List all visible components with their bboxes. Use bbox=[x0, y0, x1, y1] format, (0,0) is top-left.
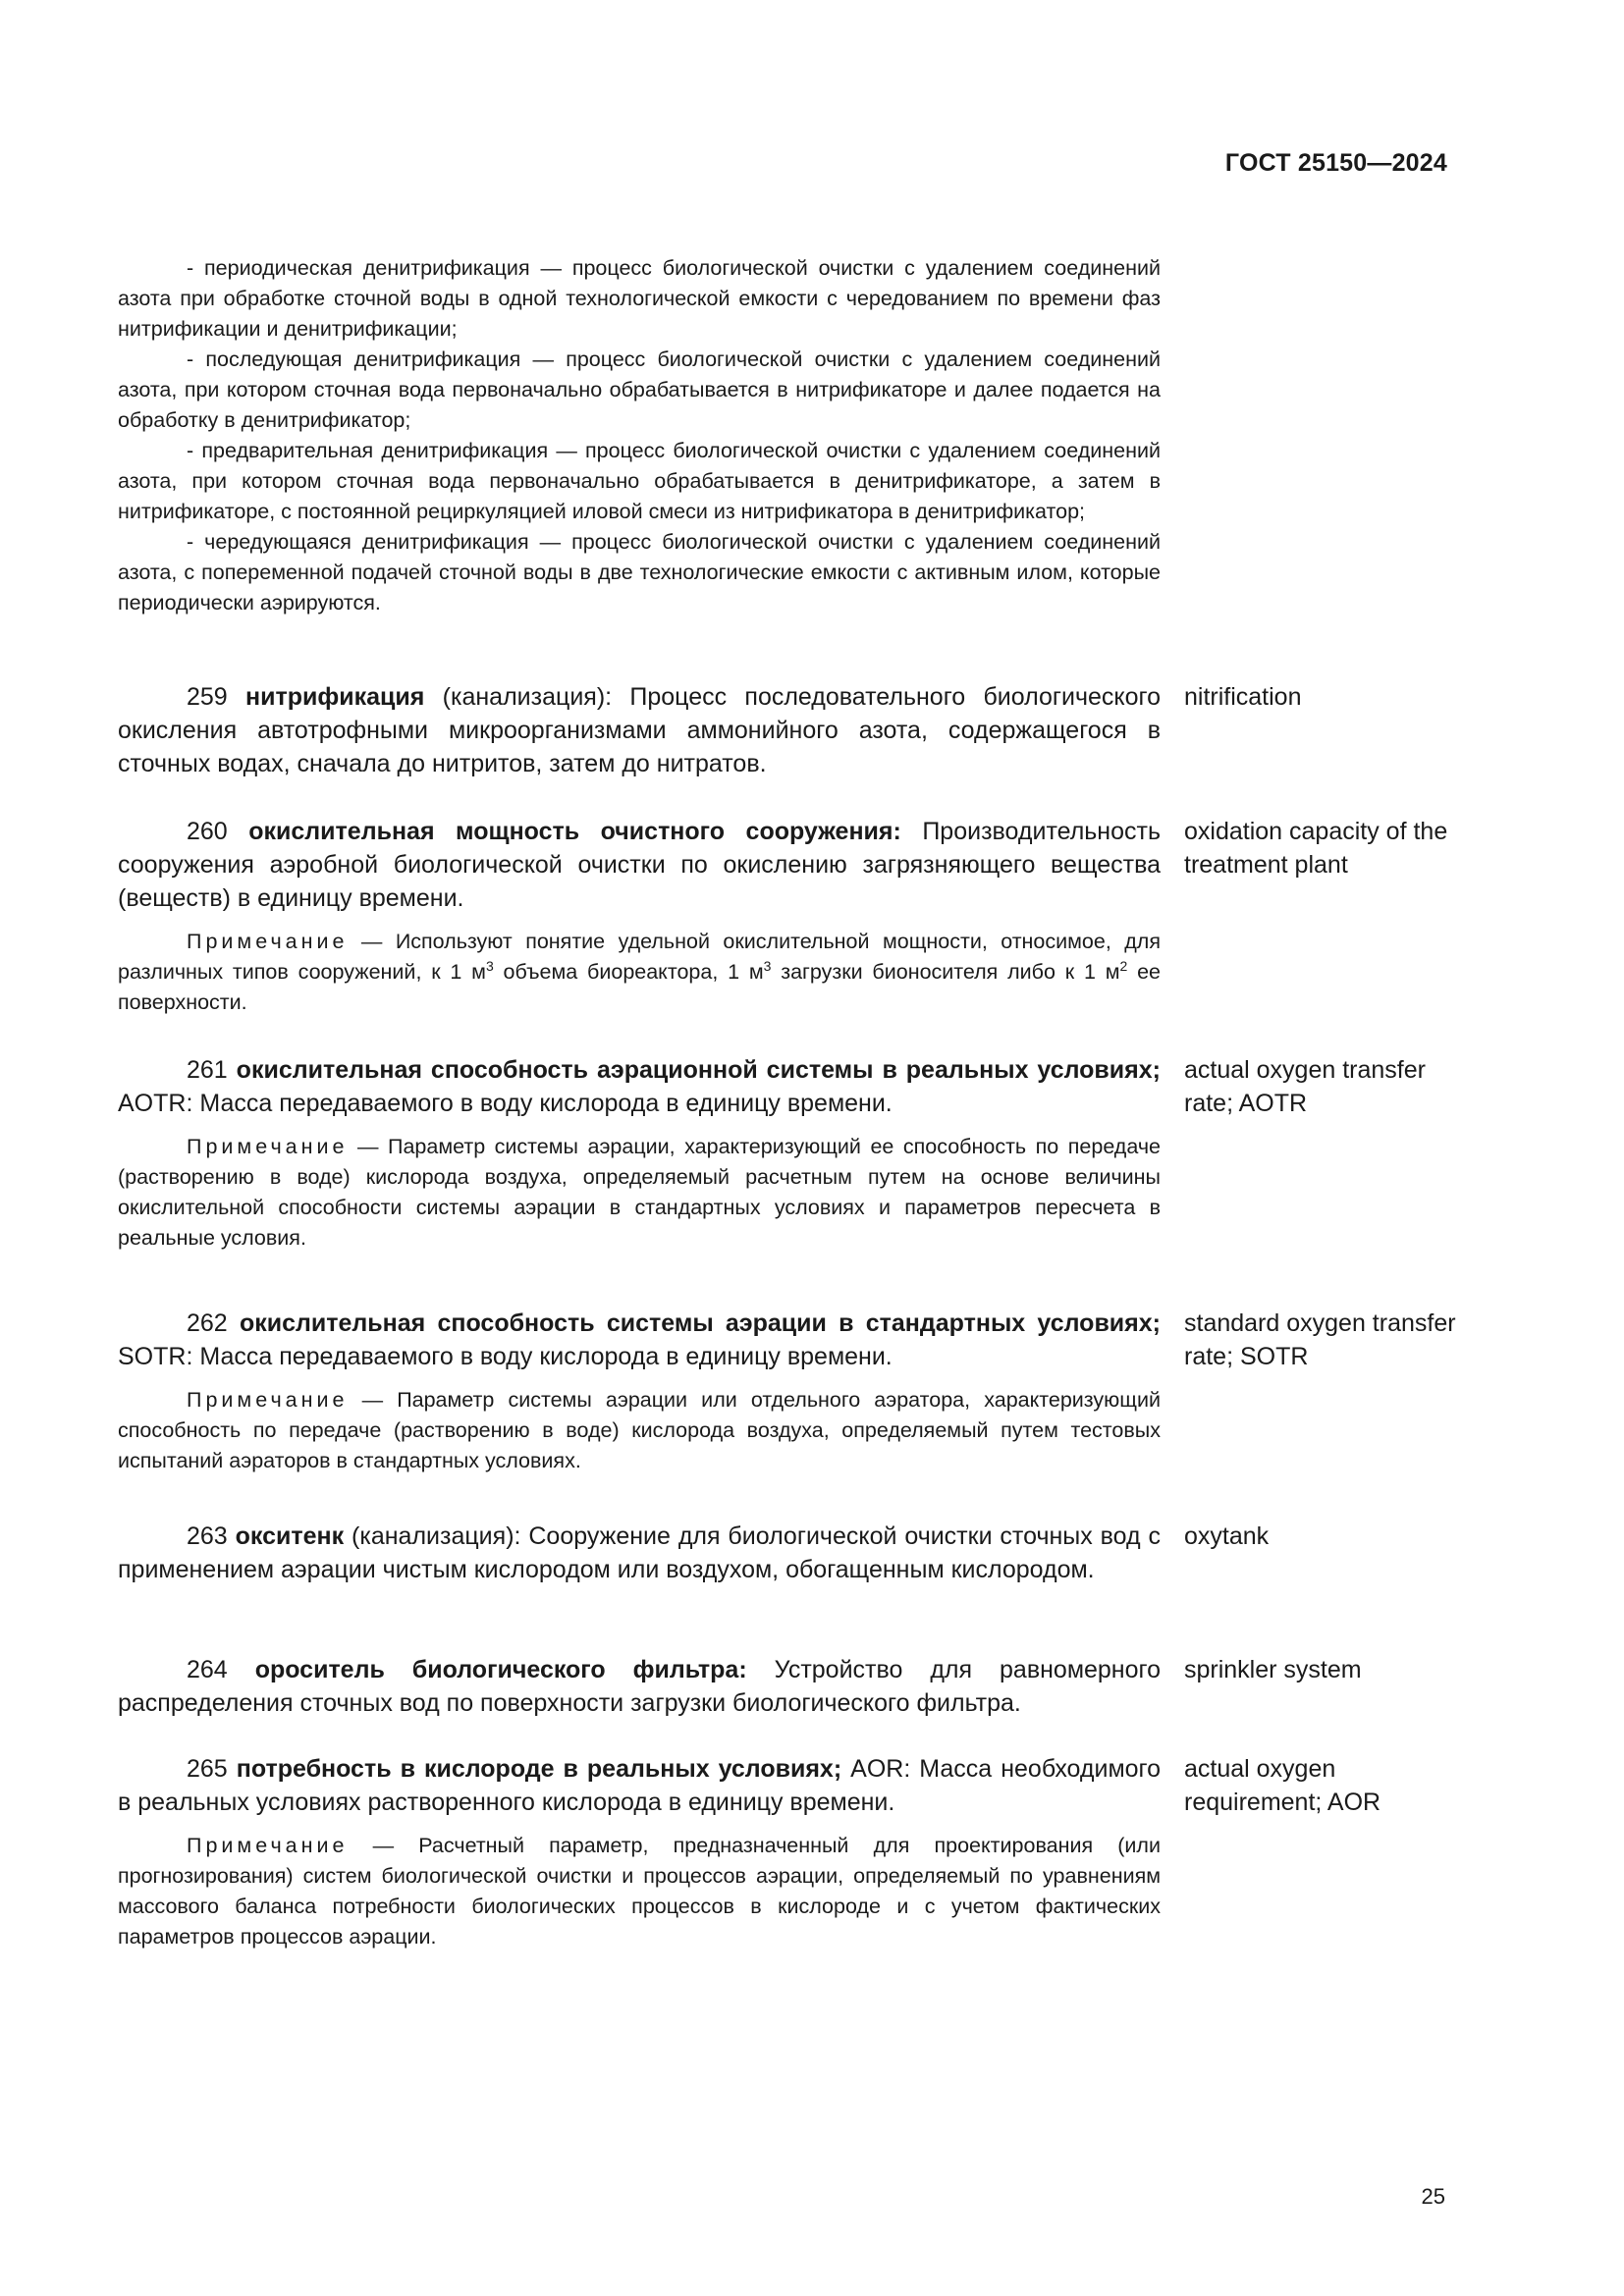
note-label: Примечание bbox=[187, 1834, 349, 1857]
denitrification-types-list bbox=[118, 253, 1161, 618]
note-text: — Параметр системы аэрации или отдельного аэратора, характеризующий способность по передаче (растворению в воде) кислорода воздуха, определяемый путем тестовых испытаний аэраторов в стандартных условиях. bbox=[118, 1388, 1161, 1472]
english-equivalent: nitrification bbox=[1184, 683, 1302, 711]
note-text: загрузки бионосителя либо к 1 м bbox=[771, 960, 1120, 984]
note-label: Примечание bbox=[187, 1388, 349, 1412]
note bbox=[118, 1132, 1161, 1254]
term-number: 263 bbox=[187, 1522, 228, 1550]
list-item: - периодическая денитрификация — процесс биологической очистки с удалением соединений азота при обработке сточной воды в одной технологической емкости с чередованием по времени фаз нитрификации и денитрификации; bbox=[118, 256, 1161, 341]
note-label: Примечание bbox=[187, 930, 349, 953]
term-name: окислительная мощность очистного сооружения: bbox=[248, 818, 901, 845]
note-text: объема биореактора, 1 м bbox=[493, 960, 764, 984]
superscript: 2 bbox=[1119, 957, 1128, 974]
english-equivalent: actual oxygen transfer rate; AOTR bbox=[1184, 1056, 1426, 1117]
definition-text: AOTR: Масса передаваемого в воду кислорода в единицу времени. bbox=[118, 1090, 893, 1117]
term-number: 262 bbox=[187, 1309, 228, 1337]
english-equivalent: oxidation capacity of the treatment plant bbox=[1184, 818, 1448, 879]
term-name: потребность в кислороде в реальных условиях; bbox=[236, 1755, 842, 1783]
definition-text: AOR: Масса необходимого в реальных условиях растворенного кислорода в единицу времени. bbox=[118, 1755, 1162, 1816]
definition bbox=[118, 815, 1161, 915]
term-entry-263 bbox=[118, 1520, 1161, 1586]
english-equivalent: standard oxygen transfer rate; SOTR bbox=[1184, 1309, 1456, 1370]
note bbox=[118, 927, 1161, 1018]
term-entry-259 bbox=[118, 680, 1161, 780]
term-entry-261 bbox=[118, 1053, 1161, 1254]
note bbox=[118, 1385, 1161, 1476]
note bbox=[118, 1831, 1161, 1952]
term-name: нитрификация bbox=[245, 683, 425, 711]
term-entry-264 bbox=[118, 1653, 1161, 1720]
definition bbox=[118, 1520, 1161, 1586]
note-text: — Расчетный параметр, предназначенный для проектирования (или прогнозирования) систем биологической очистки и процессов аэрации, определяемый по уравнениям массового баланса потребности биологических процессов в кислороде и с учетом фактических параметров процессов аэрации. bbox=[118, 1834, 1161, 1949]
term-name: ороситель биологического фильтра: bbox=[254, 1656, 747, 1683]
term-name: окислительная способность системы аэрации в стандартных условиях; bbox=[239, 1309, 1161, 1337]
term-entry-260 bbox=[118, 815, 1161, 1018]
term-entry-265 bbox=[118, 1752, 1161, 1952]
term-number: 261 bbox=[187, 1056, 228, 1084]
note-text: ее поверхности. bbox=[118, 960, 1161, 1014]
document-code-header: ГОСТ 25150—2024 bbox=[1224, 149, 1447, 177]
term-number: 260 bbox=[187, 818, 228, 845]
definition-text: (канализация): Процесс последовательного биологического окисления автотрофными микроорганизмами аммонийного азота, содержащегося в сточных водах, сначала до нитритов, затем до нитратов. bbox=[118, 683, 1161, 777]
definition-text: SOTR: Масса передаваемого в воду кислорода в единицу времени. bbox=[118, 1343, 893, 1370]
english-equivalent: sprinkler system bbox=[1184, 1656, 1362, 1683]
page-number: 25 bbox=[1421, 2184, 1445, 2209]
list-item: - последующая денитрификация — процесс биологической очистки с удалением соединений азота, при котором сточная вода первоначально обрабатывается в нитрификаторе и далее подается на обработку в денитрификатор; bbox=[118, 347, 1161, 432]
note-text: — Параметр системы аэрации, характеризующий ее способность по передаче (растворению в воде) кислорода воздуха, определяемый расчетным путем на основе величины окислительной способности системы аэрации в стандартных условиях и параметров пересчета в реальные условия. bbox=[118, 1135, 1161, 1250]
superscript: 3 bbox=[485, 957, 494, 974]
definition bbox=[118, 680, 1161, 780]
note-label: Примечание bbox=[187, 1135, 349, 1158]
list-item: - чередующаяся денитрификация — процесс биологической очистки с удалением соединений азота, с попеременной подачей сточной воды в две технологические емкости с активным илом, которые периодически аэрируются. bbox=[118, 530, 1161, 614]
list-item: - предварительная денитрификация — процесс биологической очистки с удалением соединений азота, при котором сточная вода первоначально обрабатывается в денитрификаторе, а затем в нитрификаторе, с постоянной рециркуляцией иловой смеси из нитрификатора в денитрификатор; bbox=[118, 439, 1161, 523]
definition-text: (канализация): Сооружение для биологической очистки сточных вод с применением аэрации чистым кислородом или воздухом, обогащенным кислородом. bbox=[118, 1522, 1161, 1583]
term-number: 264 bbox=[187, 1656, 228, 1683]
definition-text: Производительность сооружения аэробной биологической очистки по окислению загрязняющего вещества (веществ) в единицу времени. bbox=[118, 818, 1161, 912]
superscript: 3 bbox=[763, 957, 772, 974]
definition bbox=[118, 1752, 1161, 1819]
note-text: — Используют понятие удельной окислительной мощности, относимое, для различных типов сооружений, к 1 м bbox=[118, 930, 1161, 984]
term-entry-262 bbox=[118, 1307, 1161, 1476]
definition bbox=[118, 1653, 1161, 1720]
term-name: окситенк bbox=[235, 1522, 345, 1550]
definition-text: Устройство для равномерного распределения сточных вод по поверхности загрузки биологического фильтра. bbox=[118, 1656, 1161, 1717]
english-equivalent: oxytank bbox=[1184, 1522, 1270, 1550]
term-name: окислительная способность аэрационной системы в реальных условиях; bbox=[236, 1056, 1161, 1084]
term-number: 259 bbox=[187, 683, 228, 711]
term-number: 265 bbox=[187, 1755, 228, 1783]
definition bbox=[118, 1053, 1161, 1120]
definition bbox=[118, 1307, 1161, 1373]
english-equivalent: actual oxygen requirement; AOR bbox=[1184, 1755, 1381, 1816]
